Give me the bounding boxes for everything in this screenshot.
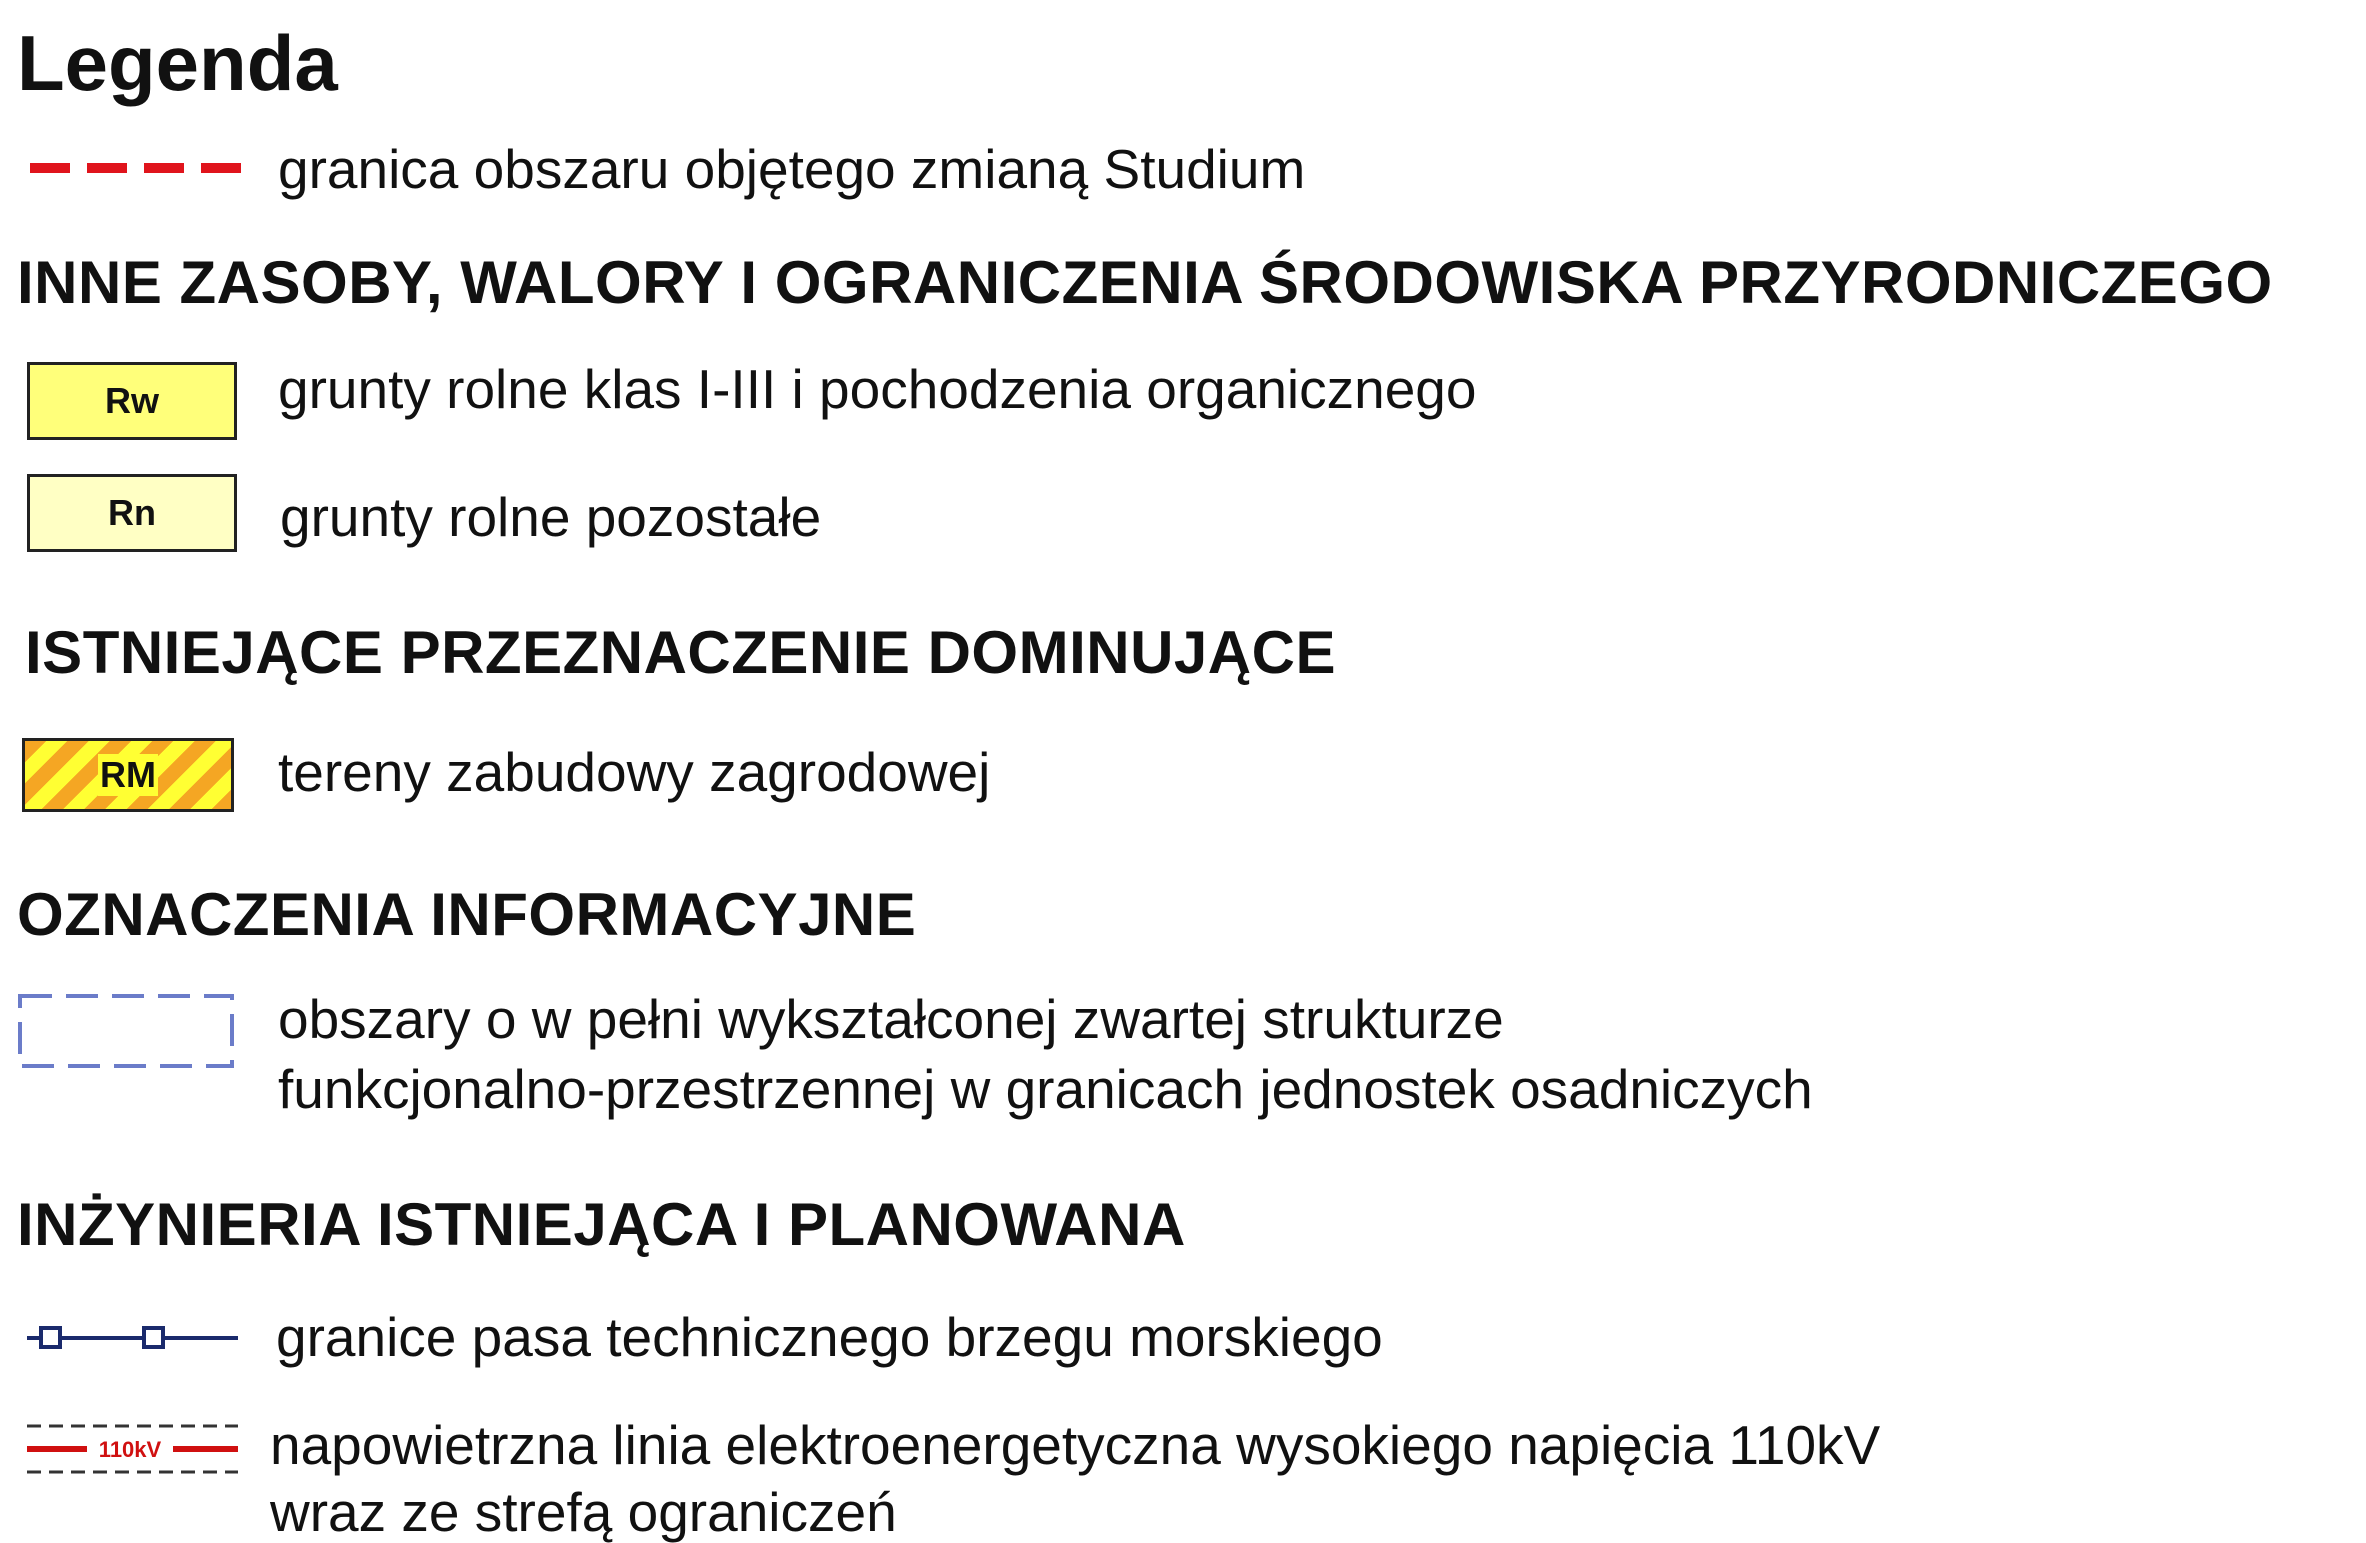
rw-label: grunty rolne klas I-III i pochodzenia organicznego	[278, 358, 1477, 420]
boundary-label: granica obszaru objętego zmianą Studium	[278, 138, 1306, 200]
legend-title: Legenda	[17, 19, 338, 107]
blue-dashed-rectangle-icon	[17, 993, 235, 1069]
rn-label: grunty rolne pozostałe	[280, 486, 822, 548]
rw-symbol	[27, 362, 237, 440]
section-heading-engineering: INŻYNIERIA ISTNIEJĄCA I PLANOWANA	[17, 1191, 1186, 1258]
settlement-structure-label-line-1: obszary o w pełni wykształconej zwartej strukturze	[278, 988, 1504, 1050]
power-line-code: 110kV	[98, 1437, 162, 1462]
rw-code: Rw	[105, 380, 159, 421]
section-heading-existing-use: ISTNIEJĄCE PRZEZNACZENIE DOMINUJĄCE	[25, 619, 1336, 686]
rm-symbol	[22, 738, 234, 812]
rm-code: RM	[100, 754, 156, 795]
power-line-110kv-icon	[25, 1420, 240, 1478]
section-heading-environment: INNE ZASOBY, WALORY I OGRANICZENIA ŚRODOWISKA PRZYRODNICZEGO	[17, 249, 2273, 316]
boundary-dashed-line-icon	[28, 158, 243, 178]
power-line-label-line-1: napowietrzna linia elektroenergetyczna wysokiego napięcia 110kV	[270, 1414, 1881, 1476]
technical-belt-label: granice pasa technicznego brzegu morskiego	[276, 1306, 1383, 1368]
section-heading-informational: OZNACZENIA INFORMACYJNE	[17, 881, 917, 948]
power-line-label-line-2: wraz ze strefą ograniczeń	[270, 1481, 897, 1543]
rn-code: Rn	[108, 492, 156, 533]
rm-label: tereny zabudowy zagrodowej	[278, 741, 991, 803]
settlement-structure-label-line-2: funkcjonalno-przestrzennej w granicach jednostek osadniczych	[278, 1058, 1813, 1120]
rn-symbol	[27, 474, 237, 552]
technical-belt-line-icon	[25, 1323, 240, 1353]
